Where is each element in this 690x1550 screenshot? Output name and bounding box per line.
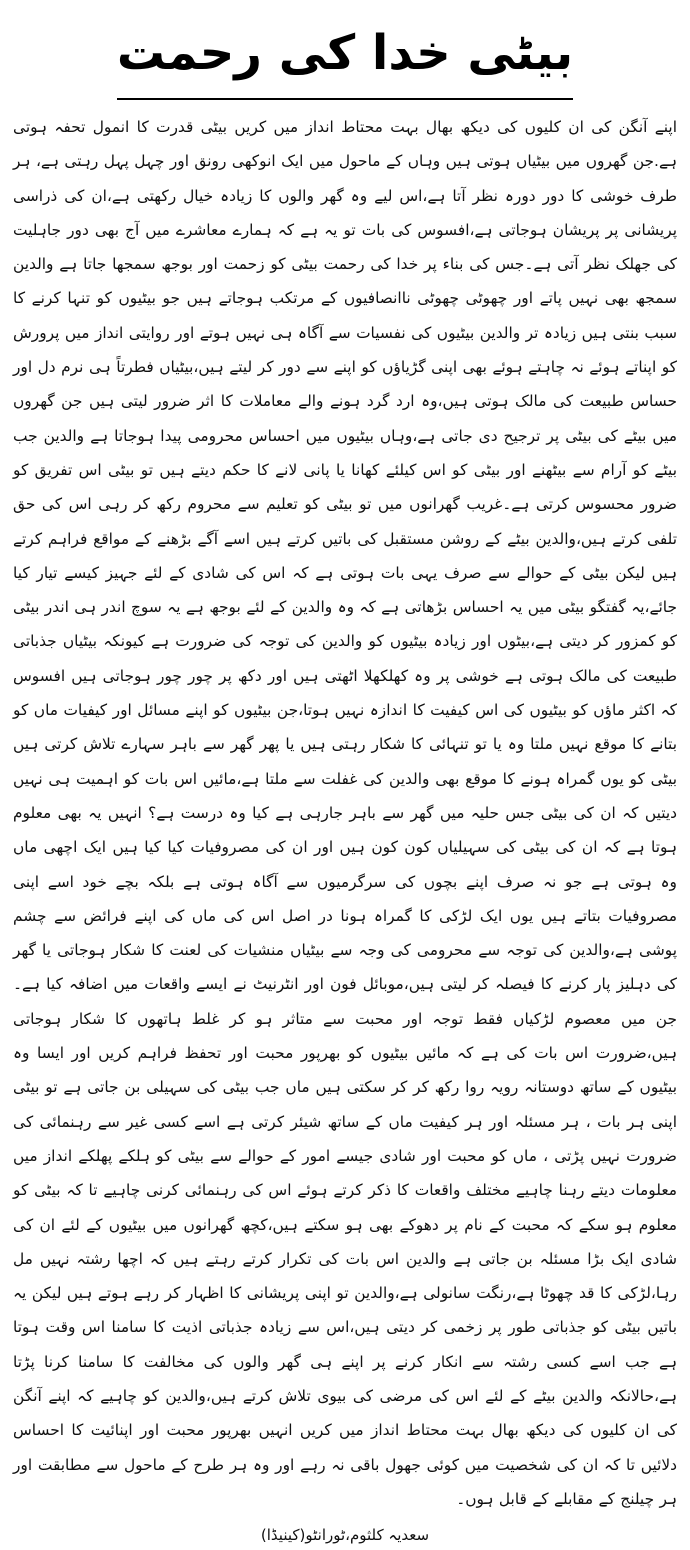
- article-body: اپنے آنگن کی ان کلیوں کی دیکھ بھال بہت محتاط انداز میں کریں بیٹی قدرت کا انمول تحفہ ہوتی ہے.جن گھروں میں بیٹیاں ہوتی ہیں وہاں کے ماحول میں ایک انوکھی رونق اور چہل پہل رہتی ہے، ہر طرف خوشی کا دور دورہ نظر آتا ہے،اس لیے وہ گھر والوں کا زیادہ خیال رکھتی ہے،ان کی ذراسی پریشانی پر پریشان ہوجاتی ہے،افسوس کی بات تو یہ ہے کہ ہمارے معاشرے میں آج بھی دور جاہلیت کی جھلک نظر آتی ہے۔جس کی بناء پر خدا کی رحمت بیٹی کو زحمت اور بوجھ سمجھا جاتا ہے والدین سمجھ بھی نہیں پاتے اور چھوٹی چھوٹی ناانصافیوں کے مرتکب ہوجاتے ہیں جو بیٹیوں کو تنہا کرنے کا سبب بنتی ہیں زیادہ تر والدین بیٹیوں کی نفسیات سے آگاہ ہی نہیں ہوتے اور روایتی انداز میں پرورش کو اپناتے ہوئے نہ چاہتے ہوئے بھی اپنی گڑیاؤں کو اپنے سے دور کر لیتے ہیں،بیٹیاں فطرتاً ہی نرم دل اور حساس طبیعت کی مالک ہوتی ہیں،وہ ارد گرد ہونے والے معاملات کا اثر ضرور لیتی ہیں جن گھروں میں بیٹے کی بیٹی پر ترجیح دی جاتی ہے،وہاں بیٹیوں میں احساس محرومی پیدا ہوجاتا ہے والدین جب بیٹے کو آرام سے بیٹھنے اور بیٹی کو اس کیلئے کھانا یا پانی لانے کا حکم دیتے ہیں تو بیٹی اس تفریق کو ضرور محسوس کرتی ہے۔غریب گھرانوں میں تو بیٹی کو تعلیم سے محروم رکھ کر رہی اس کی حق تلفی کرتے ہیں،والدین بیٹے کے روشن مستقبل کی باتیں کرتے ہیں اسے آگے بڑھنے کے مواقع فراہم کرتے ہیں لیکن بیٹی کے حوالے سے صرف یہی بات ہوتی ہے کہ اس کی شادی کے لئے جہیز کیسے تیار کیا جائے،یہ گفتگو بیٹی میں یہ احساس بڑھاتی ہے کہ وہ والدین کے لئے بوجھ ہے یہ سوچ اندر ہی اندر بیٹی کو کمزور کر دیتی ہے،بیٹوں اور زیادہ بیٹیوں کو والدین کی توجہ کی ضرورت ہے کیونکہ بیٹیاں جذباتی طبیعت کی مالک ہوتی ہے خوشی پر وہ کھلکھلا اٹھتی ہیں اور دکھ پر چور چور ہوجاتی ہیں افسوس کہ اکثر ماؤں کو بیٹیوں کی اس کیفیت کا اندازہ نہیں ہوتا،جن بیٹیوں کو اپنے مسائل اور کیفیات ماں کو بتانے کا موقع نہیں ملتا وہ یا تو تنہائی کا شکار رہتی ہیں یا پھر گھر سے باہر سہارے تلاش کرتی ہیں بیٹی کو یوں گمراہ ہونے کا موقع بھی والدین کی غفلت سے ملتا ہے،مائیں اس بات کو اہمیت ہی نہیں دیتیں کہ ان کی بیٹی جس حلیہ میں گھر سے باہر جارہی ہے کیا وہ درست ہے؟ انہیں یہ بھی معلوم ہوتا ہے کہ ان کی بیٹی کی سہیلیاں کون کون ہیں اور ان کی مصروفیات کیا کیا ہیں ایک اچھی ماں وہ ہوتی ہے جو نہ صرف اپنے بچوں کی سرگرمیوں سے آگاہ ہوتی ہے بلکہ بچے خود اسے اپنی مصروفیات بتاتے ہیں یوں ایک لڑکی کا گمراہ ہونا در اصل اس کی ماں کی اپنے فرائض سے چشم پوشی ہے،والدین کی توجہ سے محرومی کی وجہ سے بیٹیاں منشیات کی لعنت کا شکار ہوجاتی یا گھر کی دہلیز پار کرنے کا فیصلہ کر لیتی ہیں،موبائل فون اور انٹرنیٹ نے ایسے واقعات میں اضافہ کیا ہے۔جن میں معصوم لڑکیاں فقط توجہ اور محبت سے متاثر ہو کر غلط ہاتھوں کا شکار ہوجاتی ہیں،ضرورت اس بات کی ہے کہ مائیں بیٹیوں کو بھرپور محبت اور تحفظ فراہم کریں اور ایسا وہ بیٹیوں کے ساتھ دوستانہ رویہ روا رکھ کر کر سکتی ہیں ماں جب بیٹی کی سہیلی بن جاتی ہے تو بیٹی اپنی ہر بات ، ہر مسئلہ اور ہر کیفیت ماں کے ساتھ شیئر کرتی ہے اسے کسی غیر سے رہنمائی کی ضرورت نہیں پڑتی ، ماں کو محبت اور شادی جیسے امور کے حوالے سے بیٹی کو ہلکے پھلکے انداز میں معلومات دیتے رہنا چاہیے مختلف واقعات کا ذکر کرتے ہوئے اس کی رہنمائی کرنی چاہیے تا کہ بیٹی کو معلوم ہو سکے کہ محبت کے نام پر دھوکے بھی ہو سکتے ہیں،کچھ گھرانوں میں بیٹیوں کے لئے ان کی شادی ایک بڑا مسئلہ بن جاتی ہے والدین اس بات کی تکرار کرتے رہتے ہیں کہ اچھا رشتہ نہیں مل رہا،لڑکی کا قد چھوٹا ہے،رنگت سانولی ہے،والدین تو اپنی پریشانی کا اظہار کر رہے ہوتے ہیں لیکن یہ باتیں بیٹی کو جذباتی طور پر زخمی کر دیتی ہیں،اس سے زیادہ جذباتی اذیت کا سامنا اس وقت ہوتا ہے جب اسے کسی رشتہ سے انکار کرنے پر اپنے ہی گھر والوں کی مخالفت کا سامنا کرنا پڑتا ہے،حالانکہ والدین بیٹے کے لئے اس کی مرضی کی بیوی تلاش کرتے ہیں،والدین کو چاہیے کہ اپنے آنگن کی ان کلیوں کی دیکھ بھال بہت محتاط انداز میں کریں انہیں بھرپور محبت اور اپنائیت کا احساس دلائیں تا کہ ان کی شخصیت میں کوئی جھول باقی نہ رہے اور وہ ہر طرح کے ماحول سے مطابقت اور ہر چیلنج کے مقابلے کے قابل ہوں۔: [13, 118, 677, 1508]
- title-divider: [117, 98, 573, 100]
- author-byline: سعدیہ کلثوم،ٹورانٹو(کینیڈا): [260, 1526, 430, 1545]
- article-title: بیٹی خدا کی رحمت: [116, 25, 574, 81]
